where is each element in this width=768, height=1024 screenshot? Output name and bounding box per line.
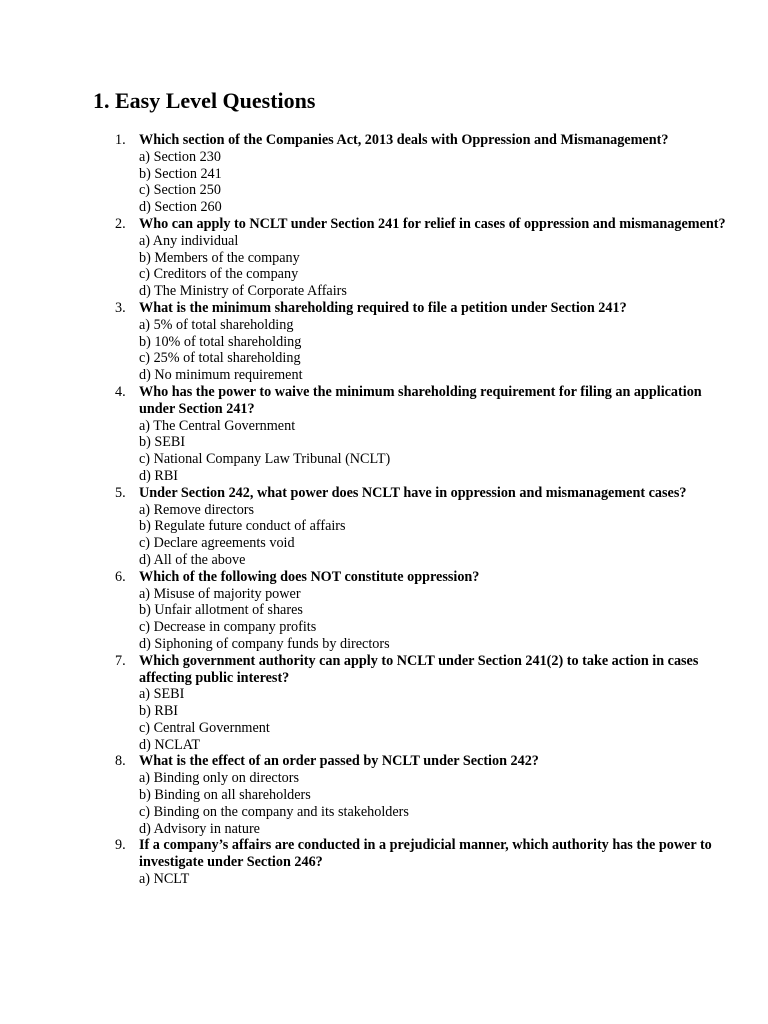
question-text: Who has the power to waive the minimum shareholding requirement for filing an application under Section 241?: [139, 383, 702, 417]
answer-option: d) The Ministry of Corporate Affairs: [139, 283, 347, 300]
answer-option: a) The Central Government: [139, 417, 296, 434]
answer-option: d) NCLAT: [139, 736, 201, 753]
answer-option: c) Decrease in company profits: [139, 619, 317, 636]
question-text: What is the minimum shareholding required to file a petition under Section 241?: [139, 299, 627, 316]
question-item: [93, 653, 728, 754]
answer-option: b) Regulate future conduct of affairs: [139, 518, 346, 535]
question-number: 1.: [115, 132, 126, 148]
question-list: [93, 132, 728, 888]
section-heading: 1. Easy Level Questions: [93, 88, 316, 113]
question-number: 2.: [115, 215, 126, 232]
question-item: [93, 216, 728, 300]
answer-option: b) Members of the company: [139, 249, 300, 266]
question-text: Under Section 242, what power does NCLT have in oppression and mismanagement cases?: [139, 484, 687, 501]
answer-option: c) Declare agreements void: [139, 535, 295, 552]
question-number: 9.: [115, 837, 126, 854]
answer-option: a) Section 230: [139, 148, 221, 165]
question-number: 4.: [115, 383, 126, 400]
answer-option: a) Misuse of majority power: [139, 585, 301, 602]
question-text: Which section of the Companies Act, 2013 deals with Oppression and Mismanagement?: [139, 132, 669, 148]
answer-option: d) No minimum requirement: [139, 367, 303, 384]
answer-option: a) SEBI: [139, 686, 185, 703]
question-item: [93, 384, 728, 485]
answer-option: a) 5% of total shareholding: [139, 316, 294, 333]
question-number: 7.: [115, 652, 126, 669]
answer-option: c) National Company Law Tribunal (NCLT): [139, 451, 391, 468]
question-number: 3.: [115, 299, 126, 316]
answer-option: b) Section 241: [139, 165, 222, 182]
answer-option: c) Binding on the company and its stakeholders: [139, 803, 409, 820]
question-text: Which of the following does NOT constitute oppression?: [139, 568, 480, 585]
answer-option: a) Remove directors: [139, 501, 255, 518]
answer-option: d) Section 260: [139, 199, 222, 216]
answer-option: d) All of the above: [139, 551, 246, 568]
answer-option: b) 10% of total shareholding: [139, 333, 302, 350]
answer-option: c) Creditors of the company: [139, 266, 299, 283]
answer-option: b) SEBI: [139, 434, 186, 451]
answer-option: a) NCLT: [139, 871, 190, 888]
question-item: [93, 837, 728, 887]
answer-option: d) Siphoning of company funds by directors: [139, 635, 390, 652]
answer-option: b) Unfair allotment of shares: [139, 602, 303, 619]
question-number: 6.: [115, 568, 126, 585]
question-text: If a company’s affairs are conducted in a prejudicial manner, which authority has the power to investigate under Section 246?: [139, 837, 712, 871]
question-item: [93, 300, 728, 384]
question-text: Which government authority can apply to NCLT under Section 241(2) to take action in cases affecting public interest?: [139, 652, 699, 686]
answer-option: b) RBI: [139, 703, 179, 720]
question-item: [93, 569, 728, 653]
question-item: [93, 753, 728, 837]
answer-option: c) Central Government: [139, 719, 270, 736]
question-number: 5.: [115, 484, 126, 501]
answer-option: d) Advisory in nature: [139, 820, 260, 837]
question-text: Who can apply to NCLT under Section 241 for relief in cases of oppression and mismanagement?: [139, 215, 726, 232]
question-number: 8.: [115, 753, 126, 770]
answer-option: b) Binding on all shareholders: [139, 787, 311, 804]
answer-option: c) 25% of total shareholding: [139, 350, 301, 367]
question-item: [93, 132, 728, 216]
answer-option: c) Section 250: [139, 182, 221, 199]
answer-option: d) RBI: [139, 467, 179, 484]
answer-option: a) Binding only on directors: [139, 770, 299, 787]
question-item: [93, 485, 728, 569]
answer-option: a) Any individual: [139, 232, 239, 249]
question-text: What is the effect of an order passed by NCLT under Section 242?: [139, 753, 539, 770]
